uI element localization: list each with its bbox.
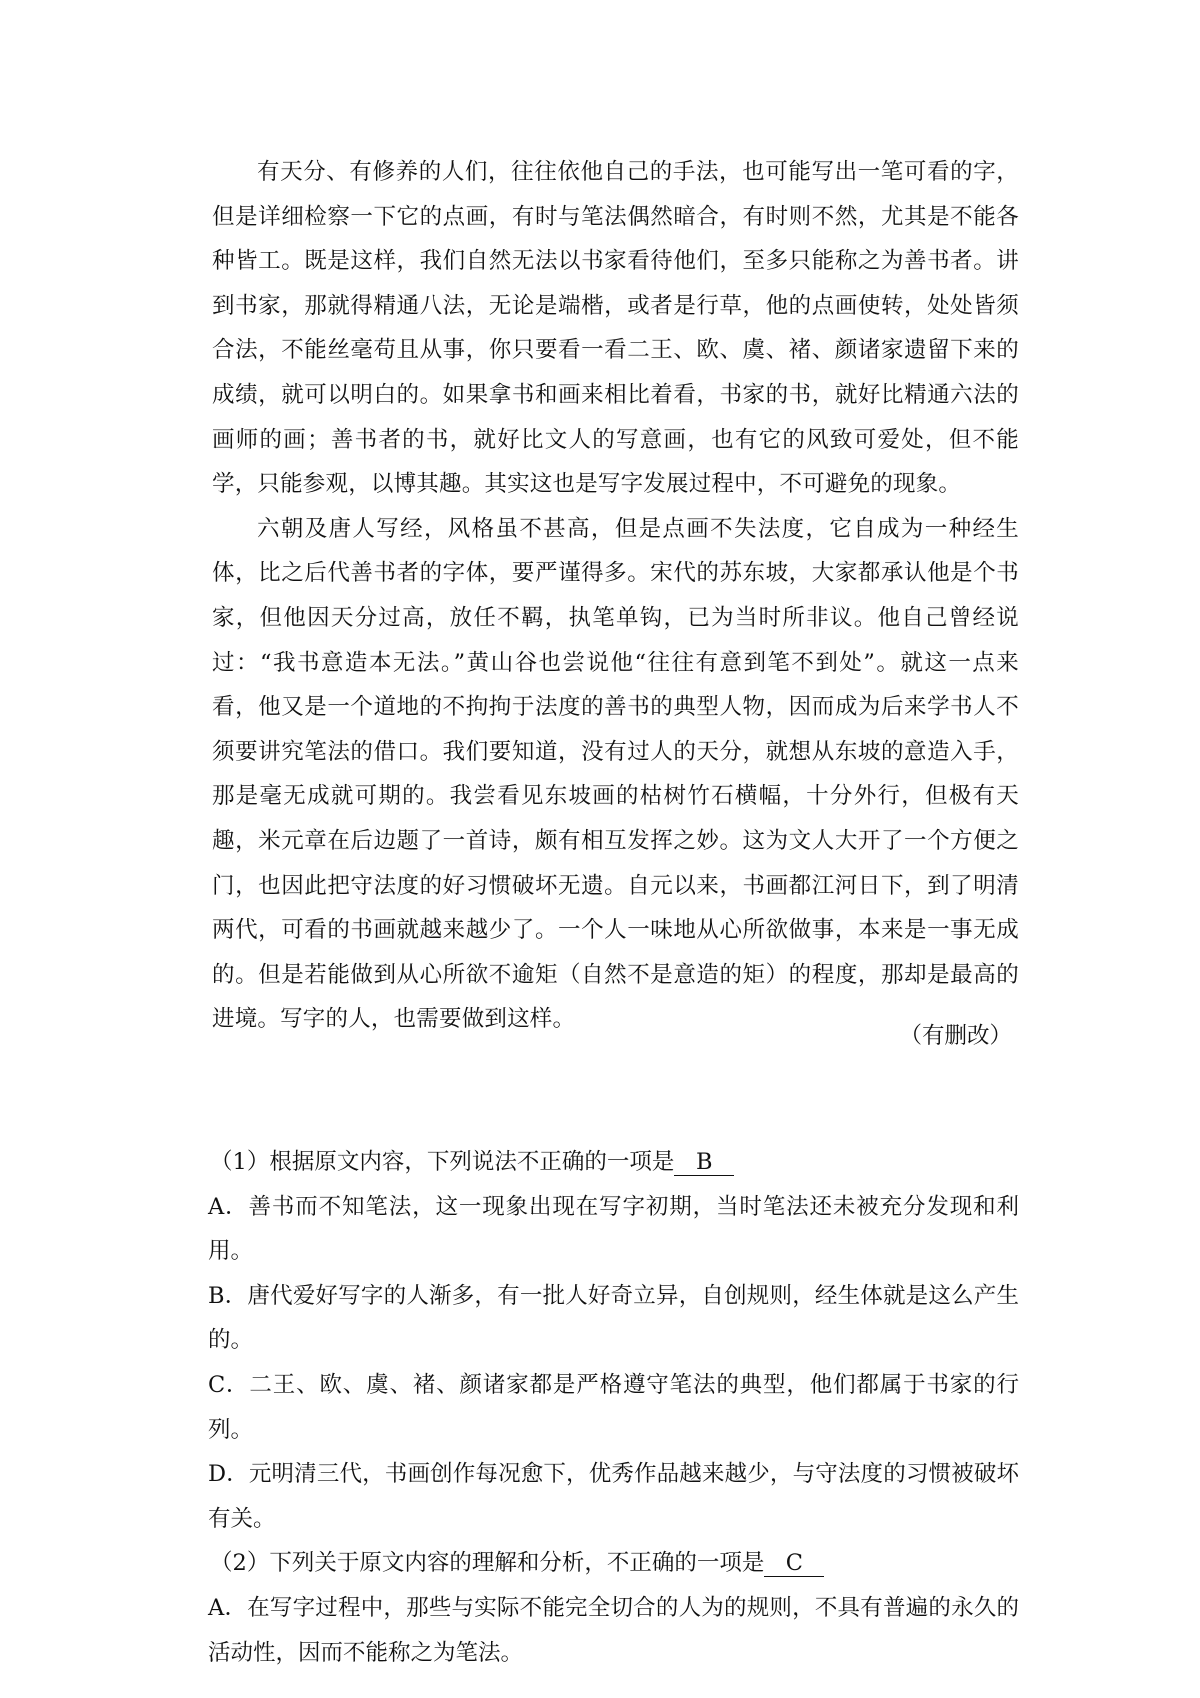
passage-paragraph: 六朝及唐人写经，风格虽不甚高，但是点画不失法度，它自成为一种经生体，比之后代善书者的字体，要严谨得多。宋代的苏东坡，大家都承认他是个书家，但他因天分过高，放任不羁，执笔单钩，已为当时所非议。他自己曾经说过：“我书意造本无法。”黄山谷也尝说他“往往有意到笔不到处”。就这一点来看，他又是一个道地的不拘拘于法度的善书的典型人物，因而成为后来学书人不须要讲究笔法的借口。我们要知道，没有过人的天分，就想从东坡的意造入手，那是毫无成就可期的。我尝看见东坡画的枯树竹石横幅，十分外行，但极有天趣，米元章在后边题了一首诗，颇有相互发挥之妙。这为文人大开了一个方便之门，也因此把守法度的好习惯破坏无遗。自元以来，书画都江河日下，到了明清两代，可看的书画就越来越少了。一个人一味地从心所欲做事，本来是一事无成的。但是若能做到从心所欲不逾矩（自然不是意造的矩）的程度，那却是最高的进境。写字的人，也需要做到这样。 [212,515,1019,1033]
question-stem-text: （1）根据原文内容，下列说法不正确的一项是 [210,1149,675,1175]
question-stem-text: （2）下列关于原文内容的理解和分析，不正确的一项是 [210,1550,765,1577]
question-option: A．善书而不知笔法，这一现象出现在写字初期，当时笔法还未被充分发现和利用。 [208,1193,1019,1265]
reading-passage [212,150,1019,1042]
question-section [208,1140,1019,1675]
question-option: A．在写字过程中，那些与实际不能完全切合的人为的规则，不具有普遍的永久的活动性，因而不能称之为笔法。 [208,1594,1019,1666]
answer-blank: C [764,1550,824,1577]
question-option: C．二王、欧、虞、褚、颜诸家都是严格遵守笔法的典型，他们都属于书家的行列。 [208,1371,1019,1443]
question-option: B．唐代爱好写字的人渐多，有一批人好奇立异，自创规则，经生体就是这么产生的。 [208,1282,1019,1354]
question-option: D．元明清三代，书画创作每况愈下，优秀作品越来越少，与守法度的习惯被破坏有关。 [208,1461,1019,1532]
passage-paragraph: 有天分、有修养的人们，往往依他自己的手法，也可能写出一笔可看的字，但是详细检察一下它的点画，有时与笔法偶然暗合，有时则不然，尤其是不能各种皆工。既是这样，我们自然无法以书家看待他们，至多只能称之为善书者。讲到书家，那就得精通八法，无论是端楷，或者是行草，他的点画使转，处处皆须合法，不能丝毫苟且从事，你只要看一看二王、欧、虞、褚、颜诸家遗留下来的成绩，就可以明白的。如果拿书和画来相比着看，书家的书，就好比精通六法的画师的画；善书者的书，就好比文人的写意画，也有它的风致可爱处，但不能学，只能参观，以博其趣。其实这也是写字发展过程中，不可避免的现象。 [212,159,1019,498]
answer-blank: B [674,1149,734,1176]
question-stem [208,1541,1019,1586]
source-note: （有删改） [899,1023,1012,1049]
question-stem [208,1140,1019,1185]
